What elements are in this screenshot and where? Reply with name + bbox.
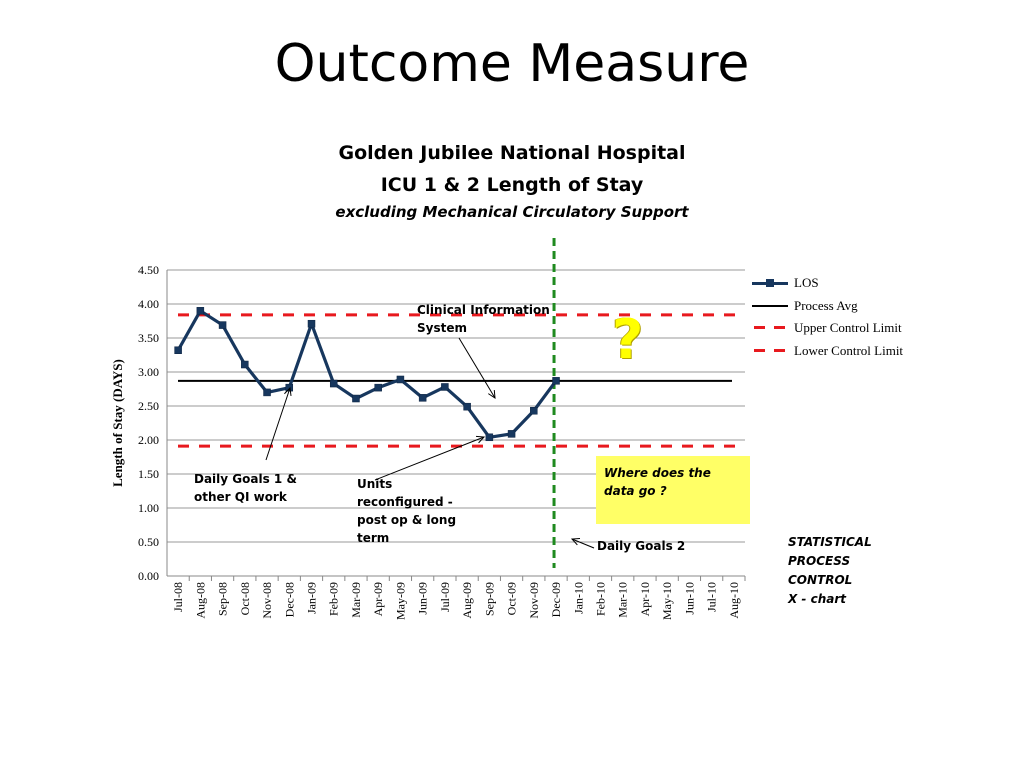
los-point	[330, 380, 337, 387]
y-tick-label: 1.00	[138, 501, 159, 515]
x-tick-label: Dec-09	[549, 582, 564, 618]
x-tick-label: Jun-10	[682, 582, 697, 615]
y-tick-label: 2.50	[138, 399, 159, 413]
annotation-daily-goals-1: Daily Goals 1 & other QI work	[194, 472, 297, 504]
los-point	[241, 361, 248, 368]
x-tick-label: May-09	[393, 582, 408, 620]
arrow-clinical-head	[488, 390, 495, 398]
y-tick-label: 3.00	[138, 365, 159, 379]
question-mark: ?	[612, 308, 644, 371]
x-tick-label: Mar-09	[348, 582, 363, 618]
process-avg-swatch	[752, 299, 788, 313]
legend-item-los	[752, 272, 932, 295]
x-tick-label: Aug-08	[193, 582, 208, 619]
arrow-daily-goals-1	[266, 388, 290, 460]
los-point	[508, 430, 515, 437]
chart-subtitle: ICU 1 & 2 Length of Stay	[380, 174, 644, 196]
los-point	[175, 347, 182, 354]
x-tick-label: Oct-08	[237, 582, 252, 616]
x-tick-label: May-10	[660, 582, 675, 620]
x-tick-label: Jul-08	[171, 582, 186, 612]
legend-label: LOS	[794, 275, 819, 291]
slide-title: Outcome Measure	[274, 34, 750, 94]
los-point	[219, 322, 226, 329]
los-point	[308, 320, 315, 327]
x-tick-label: Jun-09	[415, 582, 430, 615]
los-swatch	[752, 276, 788, 290]
los-point	[352, 395, 359, 402]
x-tick-label: Feb-10	[593, 582, 608, 616]
legend-item-ucl	[752, 317, 932, 340]
ucl-swatch	[752, 321, 788, 335]
y-tick-label: 0.00	[138, 569, 159, 583]
legend	[752, 272, 932, 362]
arrow-clinical	[459, 338, 495, 398]
chart-title: Golden Jubilee National Hospital	[338, 142, 686, 164]
los-point	[197, 307, 204, 314]
x-tick-label: Oct-09	[504, 582, 519, 616]
callout-text: Where does the data go ?	[604, 466, 711, 498]
x-tick-label: Nov-08	[260, 582, 275, 619]
x-tick-label: Dec-08	[282, 582, 297, 618]
x-tick-label: Feb-09	[326, 582, 341, 616]
los-point	[375, 384, 382, 391]
los-point	[530, 407, 537, 414]
legend-item-process-avg	[752, 295, 932, 318]
spc-line-2: PROCESS	[788, 554, 851, 568]
los-point	[464, 403, 471, 410]
y-tick-label: 4.50	[138, 263, 159, 277]
x-tick-label: Sep-08	[215, 582, 230, 616]
legend-label: Lower Control Limit	[794, 342, 904, 358]
x-tick-label: Sep-09	[482, 582, 497, 616]
los-point	[397, 376, 404, 383]
annotation-units-reconfigured: Units reconfigured - post op & long term	[357, 477, 457, 545]
x-tick-label: Jan-10	[571, 582, 586, 614]
x-tick-label: Nov-09	[526, 582, 541, 619]
arrow-daily-goals-2	[572, 539, 594, 548]
x-tick-label: Jul-09	[437, 582, 452, 612]
y-tick-label: 2.00	[138, 433, 159, 447]
annotation-clinical-info-system: Clinical Information System	[417, 303, 550, 335]
chart-subtitle-2: excluding Mechanical Circulatory Support	[335, 203, 689, 221]
los-point	[441, 383, 448, 390]
x-tick-label: Aug-09	[460, 582, 475, 619]
y-axis-label: Length of Stay (DAYS)	[110, 359, 125, 487]
spc-line-4: X - chart	[788, 592, 846, 606]
x-tick-label: Apr-09	[371, 582, 386, 617]
spc-label	[788, 533, 872, 609]
spc-line-3: CONTROL	[788, 573, 853, 587]
where-data-go-callout	[596, 456, 750, 524]
x-tick-label: Mar-10	[615, 582, 630, 618]
los-point	[419, 394, 426, 401]
spc-line-1: STATISTICAL	[788, 535, 872, 549]
x-tick-label: Jul-10	[704, 582, 719, 612]
lcl-swatch	[752, 344, 788, 358]
los-point	[486, 434, 493, 441]
los-point	[264, 389, 271, 396]
los-point	[553, 377, 560, 384]
x-tick-label: Apr-10	[637, 582, 652, 617]
legend-item-lcl	[752, 340, 932, 363]
y-tick-label: 0.50	[138, 535, 159, 549]
x-tick-label: Jan-09	[304, 582, 319, 614]
annotation-daily-goals-2: Daily Goals 2	[597, 539, 686, 553]
y-tick-label: 3.50	[138, 331, 159, 345]
y-tick-label: 4.00	[138, 297, 159, 311]
x-tick-label: Aug-10	[726, 582, 741, 619]
legend-label: Process Avg	[794, 297, 858, 313]
legend-label: Upper Control Limit	[794, 320, 902, 336]
y-tick-label: 1.50	[138, 467, 159, 481]
